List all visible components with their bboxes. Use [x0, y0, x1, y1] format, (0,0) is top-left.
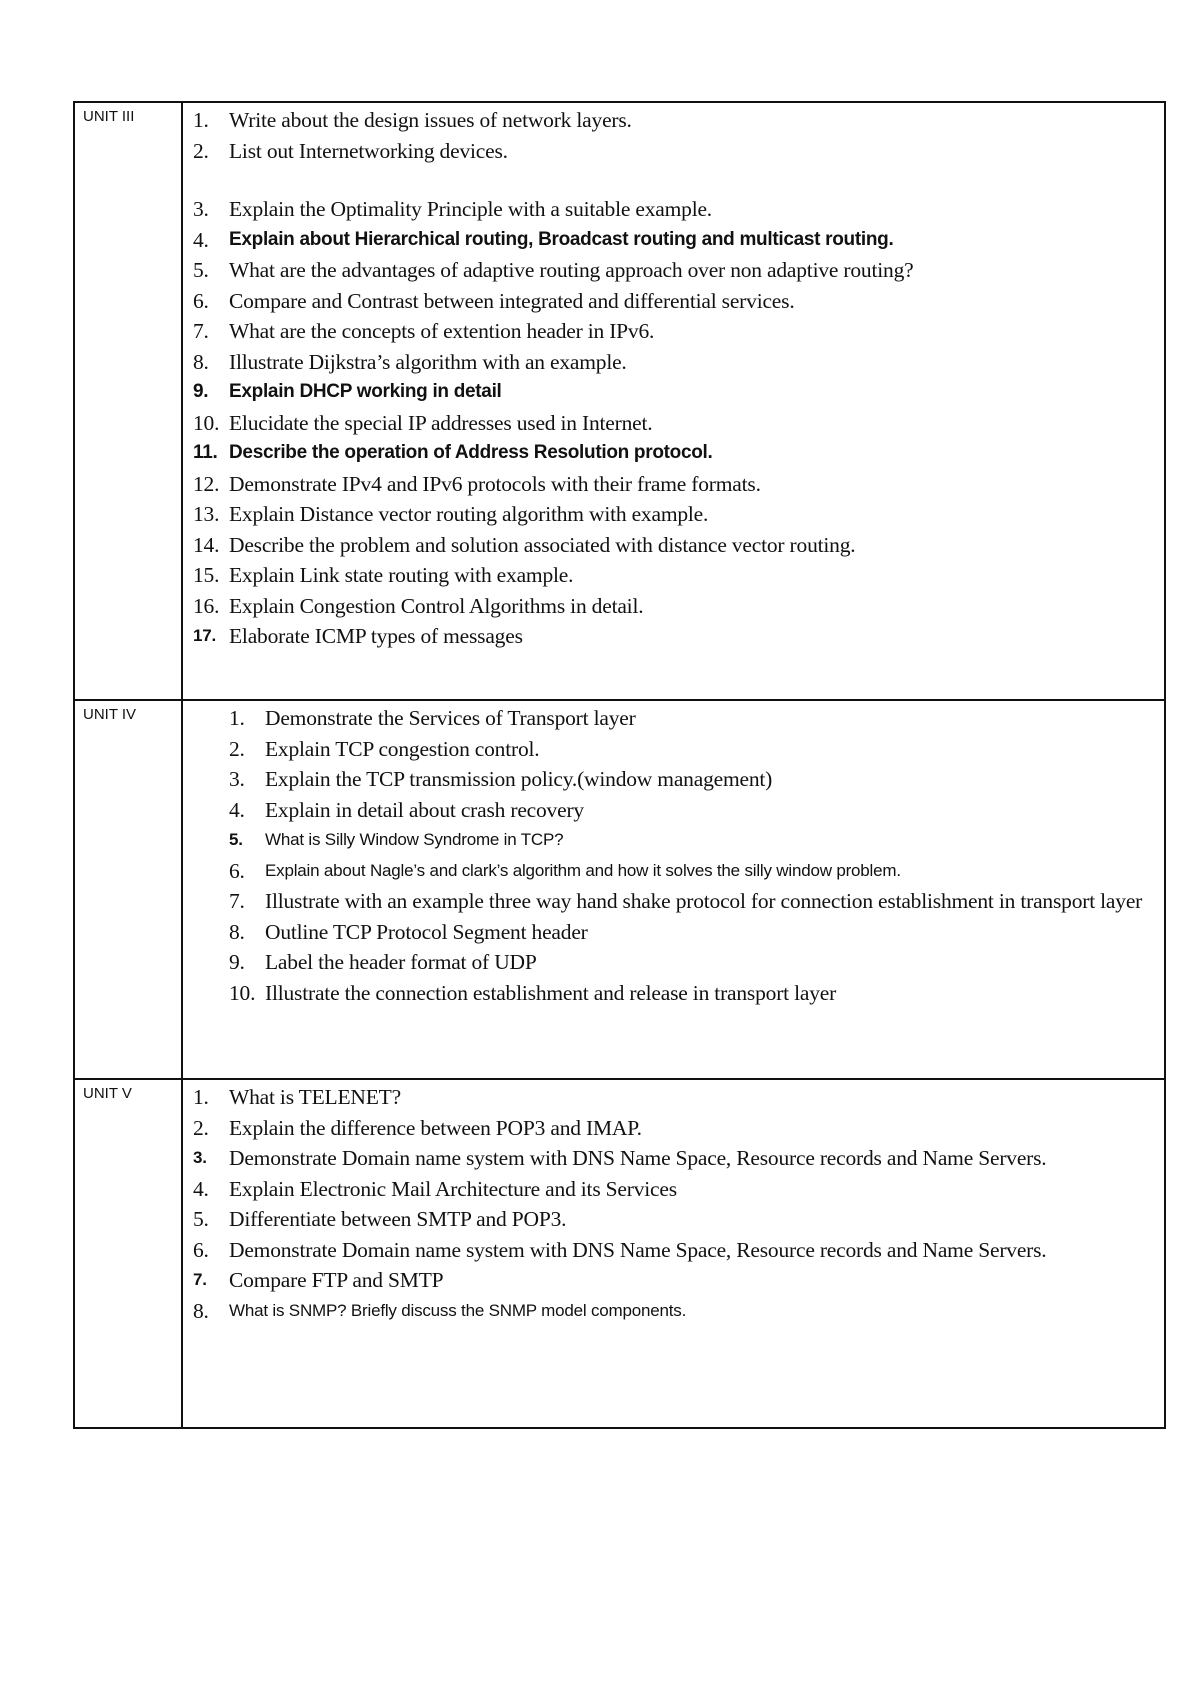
unit-row-5 — [74, 1079, 1165, 1428]
unit-row-3 — [74, 102, 1165, 700]
question-number: 16. — [193, 593, 220, 618]
question-list — [183, 105, 1164, 652]
question-item — [183, 1265, 1164, 1296]
question-number: 8. — [193, 349, 209, 374]
question-number: 8. — [229, 919, 245, 944]
question-number: 12. — [193, 471, 220, 496]
question-item — [183, 347, 1164, 378]
question-item — [183, 438, 1164, 469]
question-item — [183, 947, 1164, 978]
question-text: Demonstrate Domain name system with DNS Name Space, Resource records and Name Servers. — [229, 1237, 1047, 1262]
question-text: Describe the operation of Address Resolution protocol. — [229, 442, 713, 463]
question-item — [183, 316, 1164, 347]
question-text: What is SNMP? Briefly discuss the SNMP model components. — [229, 1300, 687, 1320]
question-item — [183, 1296, 1164, 1327]
question-text: Outline TCP Protocol Segment header — [265, 919, 588, 944]
question-text: Explain Link state routing with example. — [229, 563, 574, 587]
question-number: 9. — [193, 381, 209, 402]
question-text: Explain the difference between POP3 and IMAP. — [229, 1115, 642, 1140]
unit-label: UNIT III — [74, 102, 182, 700]
question-number: 2. — [193, 1115, 209, 1140]
question-number: 13. — [193, 502, 220, 526]
question-number: 6. — [229, 858, 245, 883]
question-number: 7. — [193, 1270, 207, 1289]
question-number: 2. — [193, 138, 209, 163]
question-number: 3. — [193, 1148, 207, 1167]
question-text: Write about the design issues of network layers. — [229, 108, 632, 132]
question-number: 7. — [193, 319, 209, 343]
question-text: Illustrate Dijkstra’s algorithm with an example. — [229, 349, 627, 374]
question-cell — [182, 700, 1165, 1079]
question-item — [183, 469, 1164, 500]
question-item — [183, 194, 1164, 225]
question-item — [183, 530, 1164, 561]
question-text: Explain TCP congestion control. — [265, 736, 540, 761]
question-number: 10. — [229, 980, 256, 1005]
question-number: 5. — [193, 1207, 209, 1231]
question-cell — [182, 102, 1165, 700]
question-item — [183, 136, 1164, 167]
question-item — [183, 1174, 1164, 1205]
question-number: 17. — [193, 626, 217, 645]
question-number: 8. — [193, 1298, 209, 1323]
question-number: 3. — [229, 767, 245, 791]
question-item — [183, 1082, 1164, 1113]
question-item — [183, 978, 1164, 1009]
question-number: 4. — [229, 797, 245, 822]
question-number: 5. — [193, 258, 209, 282]
question-text: Illustrate with an example three way hand shake protocol for connection establishment in transport layer — [265, 889, 1143, 913]
question-text: Differentiate between SMTP and POP3. — [229, 1207, 567, 1231]
question-number: 5. — [229, 830, 243, 849]
question-item — [183, 225, 1164, 256]
question-item — [183, 764, 1164, 795]
question-bank-table — [73, 101, 1166, 1429]
question-number: 11. — [193, 442, 218, 463]
question-text: Elucidate the special IP addresses used in Internet. — [229, 410, 653, 435]
question-item — [183, 856, 1164, 887]
question-text: Explain DHCP working in detail — [229, 381, 502, 402]
question-item — [183, 255, 1164, 286]
question-number: 1. — [193, 1085, 209, 1109]
question-item — [183, 408, 1164, 439]
question-number: 1. — [193, 108, 209, 132]
question-text: List out Internetworking devices. — [229, 138, 508, 163]
question-text: Describe the problem and solution associated with distance vector routing. — [229, 532, 856, 557]
question-text: Explain about Hierarchical routing, Broadcast routing and multicast routing. — [229, 228, 894, 250]
question-number: 9. — [229, 950, 245, 974]
question-text: Demonstrate IPv4 and IPv6 protocols with their frame formats. — [229, 471, 761, 496]
question-item — [183, 1113, 1164, 1144]
question-text: Compare FTP and SMTP — [229, 1268, 444, 1292]
question-text: Explain about Nagle’s and clark’s algorithm and how it solves the silly window problem. — [265, 860, 901, 880]
question-text: Label the header format of UDP — [265, 950, 537, 974]
question-item — [183, 734, 1164, 765]
question-item — [183, 1235, 1164, 1266]
question-item — [183, 377, 1164, 408]
question-item — [183, 825, 1164, 856]
question-text: Explain the TCP transmission policy.(window management) — [265, 767, 773, 791]
question-text: Explain the Optimality Principle with a suitable example. — [229, 197, 712, 221]
question-number: 3. — [193, 197, 209, 221]
question-item — [183, 286, 1164, 317]
question-text: What are the concepts of extention header in IPv6. — [229, 319, 655, 343]
question-list — [183, 1082, 1164, 1326]
question-cell — [182, 1079, 1165, 1428]
question-text: Explain Distance vector routing algorithm with example. — [229, 502, 709, 526]
question-number: 6. — [193, 288, 209, 313]
question-item — [183, 1143, 1164, 1174]
question-text: Illustrate the connection establishment and release in transport layer — [265, 980, 837, 1005]
question-text: Demonstrate Domain name system with DNS Name Space, Resource records and Name Servers. — [229, 1146, 1047, 1170]
question-number: 4. — [193, 227, 209, 252]
question-item — [183, 105, 1164, 136]
unit-label: UNIT IV — [74, 700, 182, 1079]
question-text: Demonstrate the Services of Transport layer — [265, 706, 636, 730]
question-item — [183, 886, 1164, 917]
question-number: 15. — [193, 563, 220, 587]
question-number: 2. — [229, 736, 245, 761]
question-item — [183, 591, 1164, 622]
question-number: 7. — [229, 889, 245, 913]
question-text: What is Silly Window Syndrome in TCP? — [265, 830, 564, 849]
question-text: Compare and Contrast between integrated and differential services. — [229, 288, 795, 313]
question-number: 4. — [193, 1176, 209, 1201]
question-item — [183, 1204, 1164, 1235]
question-text: What is TELENET? — [229, 1085, 401, 1109]
question-text: What are the advantages of adaptive routing approach over non adaptive routing? — [229, 258, 914, 282]
unit-label: UNIT V — [74, 1079, 182, 1428]
question-text: Elaborate ICMP types of messages — [229, 624, 523, 648]
question-number: 6. — [193, 1237, 209, 1262]
question-text: Explain Congestion Control Algorithms in detail. — [229, 593, 644, 618]
question-item — [183, 703, 1164, 734]
question-text: Explain in detail about crash recovery — [265, 797, 584, 822]
unit-row-4 — [74, 700, 1165, 1079]
question-text: Explain Electronic Mail Architecture and its Services — [229, 1176, 677, 1201]
question-item — [183, 560, 1164, 591]
question-list — [183, 703, 1164, 1008]
question-item — [183, 499, 1164, 530]
question-number: 1. — [229, 706, 245, 730]
question-item — [183, 917, 1164, 948]
question-item — [183, 621, 1164, 652]
question-number: 10. — [193, 410, 220, 435]
question-item — [183, 795, 1164, 826]
question-number: 14. — [193, 532, 220, 557]
